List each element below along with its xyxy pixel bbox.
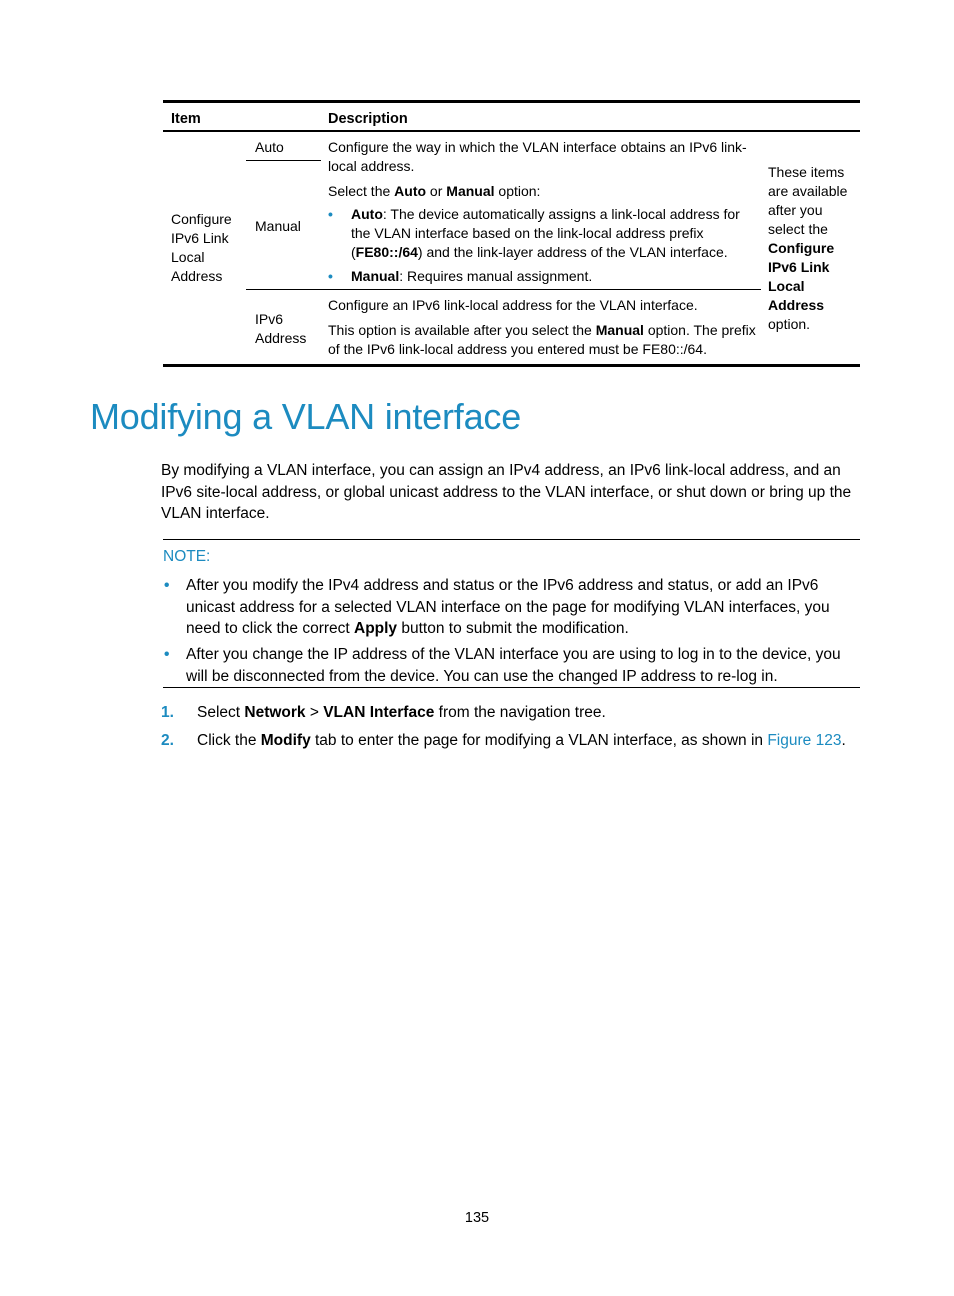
step-number: 2. xyxy=(161,732,174,749)
parameter-table xyxy=(163,100,860,367)
row-divider xyxy=(246,289,761,290)
section-heading: Modifying a VLAN interface xyxy=(90,396,522,437)
bullet-icon: • xyxy=(164,646,170,663)
table-header-rule xyxy=(163,130,860,132)
list-item: • Auto: The device automatically assigns a link-local address for the VLAN interface based on the link-local address prefix (FE80::/64) and the link-layer address of the VLAN interface. xyxy=(328,206,740,260)
figure-link[interactable]: Figure 123 xyxy=(767,732,842,749)
table-bottom-rule xyxy=(163,364,860,367)
table-top-rule xyxy=(163,100,860,103)
step-number: 1. xyxy=(161,704,174,721)
intro-paragraph: By modifying a VLAN interface, you can assign an IPv4 address, an IPv6 link-local address, and an IPv6 site-local address, or global unicast address to the VLAN interface, or shut down or bring up the VLAN interface. xyxy=(161,462,852,522)
note-title: NOTE: xyxy=(163,548,211,565)
note-box: NOTE: • After you modify the IPv4 address and status or the IPv6 address and status, or add an IPv6 unicast address for a selected VLAN interface on the page for modifying VLAN interfaces, you need to click the correct Apply button to submit the modification. • After you change the IP address of the VLAN interface you are using to log in to the device, you will be disconnected from the device. You can use the changed IP address to re-log in. xyxy=(163,539,860,688)
option-manual-description: Select the Auto or Manual option: • Auto: The device automatically assigns a link-local address for the VLAN interface based on the link-local address prefix (FE80::/64) and the link-layer address of the VLAN interface. • Manual: Requires manual assignment. xyxy=(328,182,758,286)
list-item: • Manual: Requires manual assignment. xyxy=(328,268,593,284)
bullet-icon: • xyxy=(328,268,333,284)
table-side-note: These items are available after you select the Configure IPv6 Link Local Address option. xyxy=(768,164,848,332)
option-ipv6-address: IPv6 Address xyxy=(255,311,307,346)
page-number: 135 xyxy=(464,1210,490,1226)
bullet-icon: • xyxy=(164,577,170,594)
option-ipv6-address-description: Configure an IPv6 link-local address for the VLAN interface. This option is available after you select the Manual option. The prefix of the IPv6 link-local address you entered must be FE80::/64. xyxy=(328,297,756,357)
table-header-item: Item xyxy=(171,111,201,127)
table-item-name: Configure IPv6 Link Local Address xyxy=(171,211,232,284)
option-auto-description: Configure the way in which the VLAN interface obtains an IPv6 link-local address. xyxy=(328,139,747,174)
option-auto: Auto xyxy=(255,139,284,155)
row-divider xyxy=(246,160,321,161)
option-manual: Manual xyxy=(255,218,301,234)
bullet-icon: • xyxy=(328,206,333,222)
table-header-description: Description xyxy=(328,111,408,127)
